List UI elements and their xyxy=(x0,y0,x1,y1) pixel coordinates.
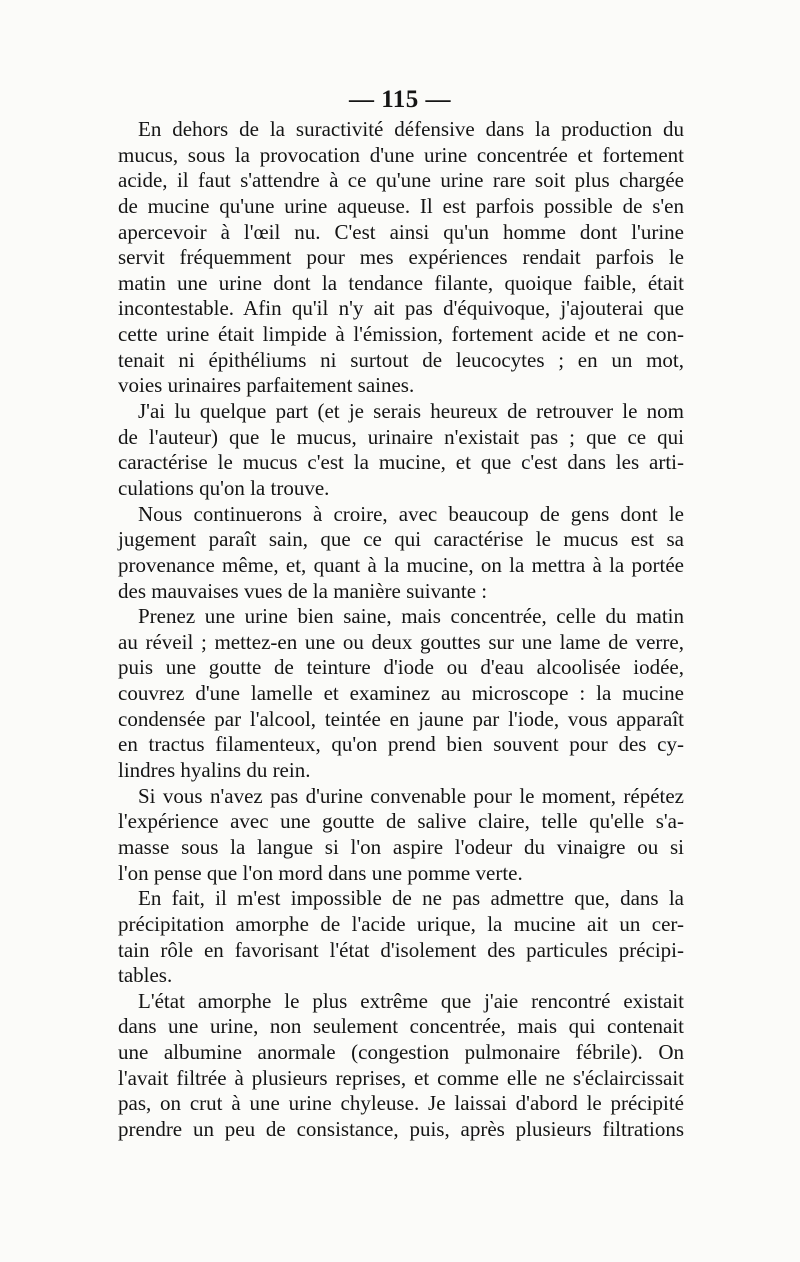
text-line: tain rôle en favorisant l'état d'isolement des particules précipi- xyxy=(118,937,684,962)
text-line: prendre un peu de consistance, puis, après plusieurs filtrations xyxy=(118,1116,684,1141)
text-line: l'expérience avec une goutte de salive claire, telle qu'elle s'a- xyxy=(118,809,684,834)
text-line: acide, il faut s'attendre à ce qu'une urine rare soit plus chargée xyxy=(118,168,684,193)
paragraph xyxy=(118,886,684,989)
paragraph xyxy=(118,502,684,605)
text-line: jugement paraît sain, que ce qui caractérise le mucus est sa xyxy=(118,527,684,552)
text-line: l'avait filtrée à plusieurs reprises, et comme elle ne s'éclaircissait xyxy=(118,1065,684,1090)
text-line: voies urinaires parfaitement saines. xyxy=(118,373,415,398)
text-line: une albumine anormale (congestion pulmonaire fébrile). On xyxy=(118,1040,684,1065)
text-line: condensée par l'alcool, teintée en jaune par l'iode, vous apparaît xyxy=(118,706,684,731)
text-line: puis une goutte de teinture d'iode ou d'eau alcoolisée iodée, xyxy=(118,655,684,680)
paragraph xyxy=(118,784,684,887)
text-line: culations qu'on la trouve. xyxy=(118,475,330,500)
text-line: tenait ni épithéliums ni surtout de leucocytes ; en un mot, xyxy=(118,347,684,372)
text-line: Prenez une urine bien saine, mais concentrée, celle du matin xyxy=(138,604,684,629)
text-line: couvrez d'une lamelle et examinez au microscope : la mucine xyxy=(118,681,684,706)
text-line: pas, on crut à une urine chyleuse. Je laissai d'abord le précipité xyxy=(118,1091,684,1116)
paragraph xyxy=(118,604,684,783)
text-line: lindres hyalins du rein. xyxy=(118,758,311,783)
text-line: tables. xyxy=(118,963,173,988)
text-line: en tractus filamenteux, qu'on prend bien souvent pour des cy- xyxy=(118,732,684,757)
text-line: servit fréquemment pour mes expériences rendait parfois le xyxy=(118,245,684,270)
paragraph xyxy=(118,989,684,1143)
text-line: incontestable. Afin qu'il n'y ait pas d'équivoque, j'ajouterai que xyxy=(118,296,684,321)
text-line: précipitation amorphe de l'acide urique, la mucine ait un cer- xyxy=(118,911,684,936)
paragraph xyxy=(118,117,684,399)
text-line: L'état amorphe le plus extrême que j'aie rencontré existait xyxy=(138,988,684,1013)
text-line: En dehors de la suractivité défensive dans la production du xyxy=(138,117,684,141)
text-line: au réveil ; mettez-en une ou deux gouttes sur une lame de verre, xyxy=(118,629,684,654)
text-line: l'on pense que l'on mord dans une pomme verte. xyxy=(118,860,523,885)
text-line: En fait, il m'est impossible de ne pas admettre que, dans la xyxy=(138,886,684,911)
text-line: de l'auteur) que le mucus, urinaire n'existait pas ; que ce qui xyxy=(118,424,684,449)
text-line: Si vous n'avez pas d'urine convenable pour le moment, répétez xyxy=(138,783,684,808)
text-line: mucus, sous la provocation d'une urine concentrée et fortement xyxy=(118,142,684,167)
text-line: caractérise le mucus c'est la mucine, et que c'est dans les arti- xyxy=(118,450,684,475)
body-text xyxy=(118,117,684,1143)
text-line: Nous continuerons à croire, avec beaucoup de gens dont le xyxy=(138,501,684,526)
text-line: J'ai lu quelque part (et je serais heureux de retrouver le nom xyxy=(138,399,684,424)
text-line: masse sous la langue si l'on aspire l'odeur du vinaigre ou si xyxy=(118,834,684,859)
page-number: — 115 — xyxy=(348,86,452,113)
text-line: cette urine était limpide à l'émission, fortement acide et ne con- xyxy=(118,322,684,347)
text-line: de mucine qu'une urine aqueuse. Il est parfois possible de s'en xyxy=(118,193,684,218)
text-line: apercevoir à l'œil nu. C'est ainsi qu'un homme dont l'urine xyxy=(118,219,684,244)
text-line: provenance même, et, quant à la mucine, on la mettra à la portée xyxy=(118,552,684,577)
text-line: dans une urine, non seulement concentrée, mais qui contenait xyxy=(118,1014,684,1039)
text-line: matin une urine dont la tendance filante, quoique faible, était xyxy=(118,270,684,295)
paragraph xyxy=(118,399,684,502)
text-line: des mauvaises vues de la manière suivante : xyxy=(118,578,488,603)
